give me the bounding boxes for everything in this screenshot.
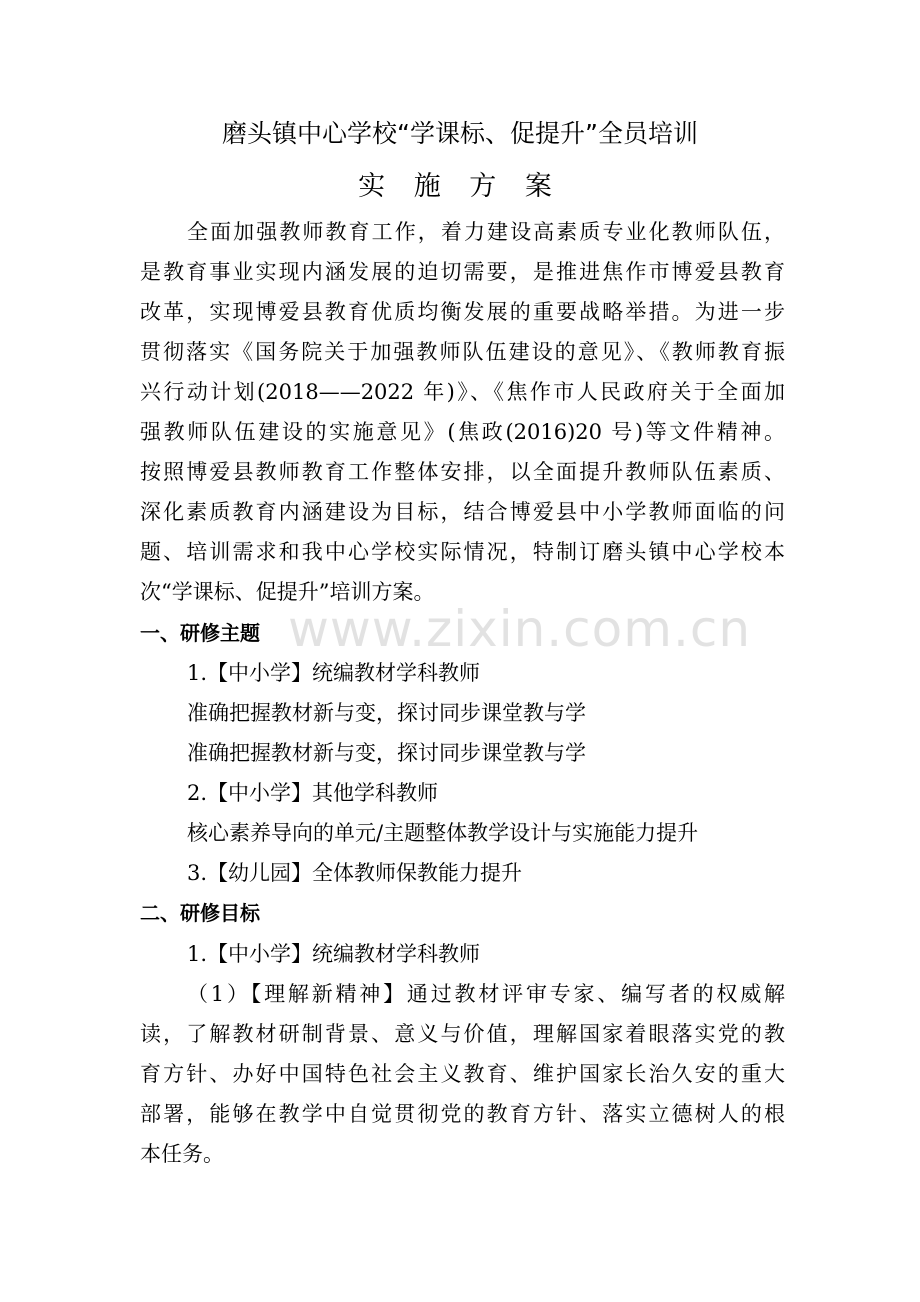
intro-line: 是教育事业实现内涵发展的迫切需要，是推进焦作市博爱县教育 xyxy=(140,260,785,284)
list-item: 准确把握教材新与变，探讨同步课堂教与学 xyxy=(187,701,586,725)
list-item: 1.【中小学】统编教材学科教师 xyxy=(187,942,481,966)
watermark: www.zixin.com.cn xyxy=(288,600,752,658)
goal-line: （1）【理解新精神】通过教材评审专家、编写者的权威解 xyxy=(187,982,785,1006)
document-subtitle: 实 施 方 案 xyxy=(358,171,562,202)
section-heading-1: 一、研修主题 xyxy=(140,621,260,645)
list-item: 准确把握教材新与变，探讨同步课堂教与学 xyxy=(187,741,586,765)
intro-line: 改革，实现博爱县教育优质均衡发展的重要战略举措。为进一步 xyxy=(140,300,785,324)
intro-line: 按照博爱县教师教育工作整体安排，以全面提升教师队伍素质、 xyxy=(140,460,785,484)
intro-line: 次“学课标、促提升”培训方案。 xyxy=(140,580,435,604)
goal-line: 读，了解教材研制背景、意义与价值，理解国家着眼落实党的教 xyxy=(140,1022,785,1046)
intro-line: 全面加强教师教育工作，着力建设高素质专业化教师队伍， xyxy=(187,220,785,244)
intro-line: 贯彻落实《国务院关于加强教师队伍建设的意见》、《教师教育振 xyxy=(140,340,785,364)
goal-line: 育方针、办好中国特色社会主义教育、维护国家长治久安的重大 xyxy=(140,1062,785,1086)
intro-line: 强教师队伍建设的实施意见》(焦政(2016)20 号)等文件精神。 xyxy=(140,420,785,444)
list-item: 3.【幼儿园】全体教师保教能力提升 xyxy=(187,861,523,885)
intro-line: 兴行动计划(2018——2022 年)》、《焦作市人民政府关于全面加 xyxy=(140,380,785,404)
list-item: 核心素养导向的单元/主题整体教学设计与实施能力提升 xyxy=(187,821,699,845)
section-heading-2: 二、研修目标 xyxy=(140,901,260,925)
intro-line: 深化素质教育内涵建设为目标，结合博爱县中小学教师面临的问 xyxy=(140,500,785,524)
list-item: 1.【中小学】统编教材学科教师 xyxy=(187,661,481,685)
document-title: 磨头镇中心学校“学课标、促提升”全员培训 xyxy=(222,119,698,148)
list-item: 2.【中小学】其他学科教师 xyxy=(187,781,439,805)
goal-line: 本任务。 xyxy=(140,1142,224,1166)
goal-line: 部署，能够在教学中自觉贯彻党的教育方针、落实立德树人的根 xyxy=(140,1102,785,1126)
intro-line: 题、培训需求和我中心学校实际情况，特制订磨头镇中心学校本 xyxy=(140,540,785,564)
